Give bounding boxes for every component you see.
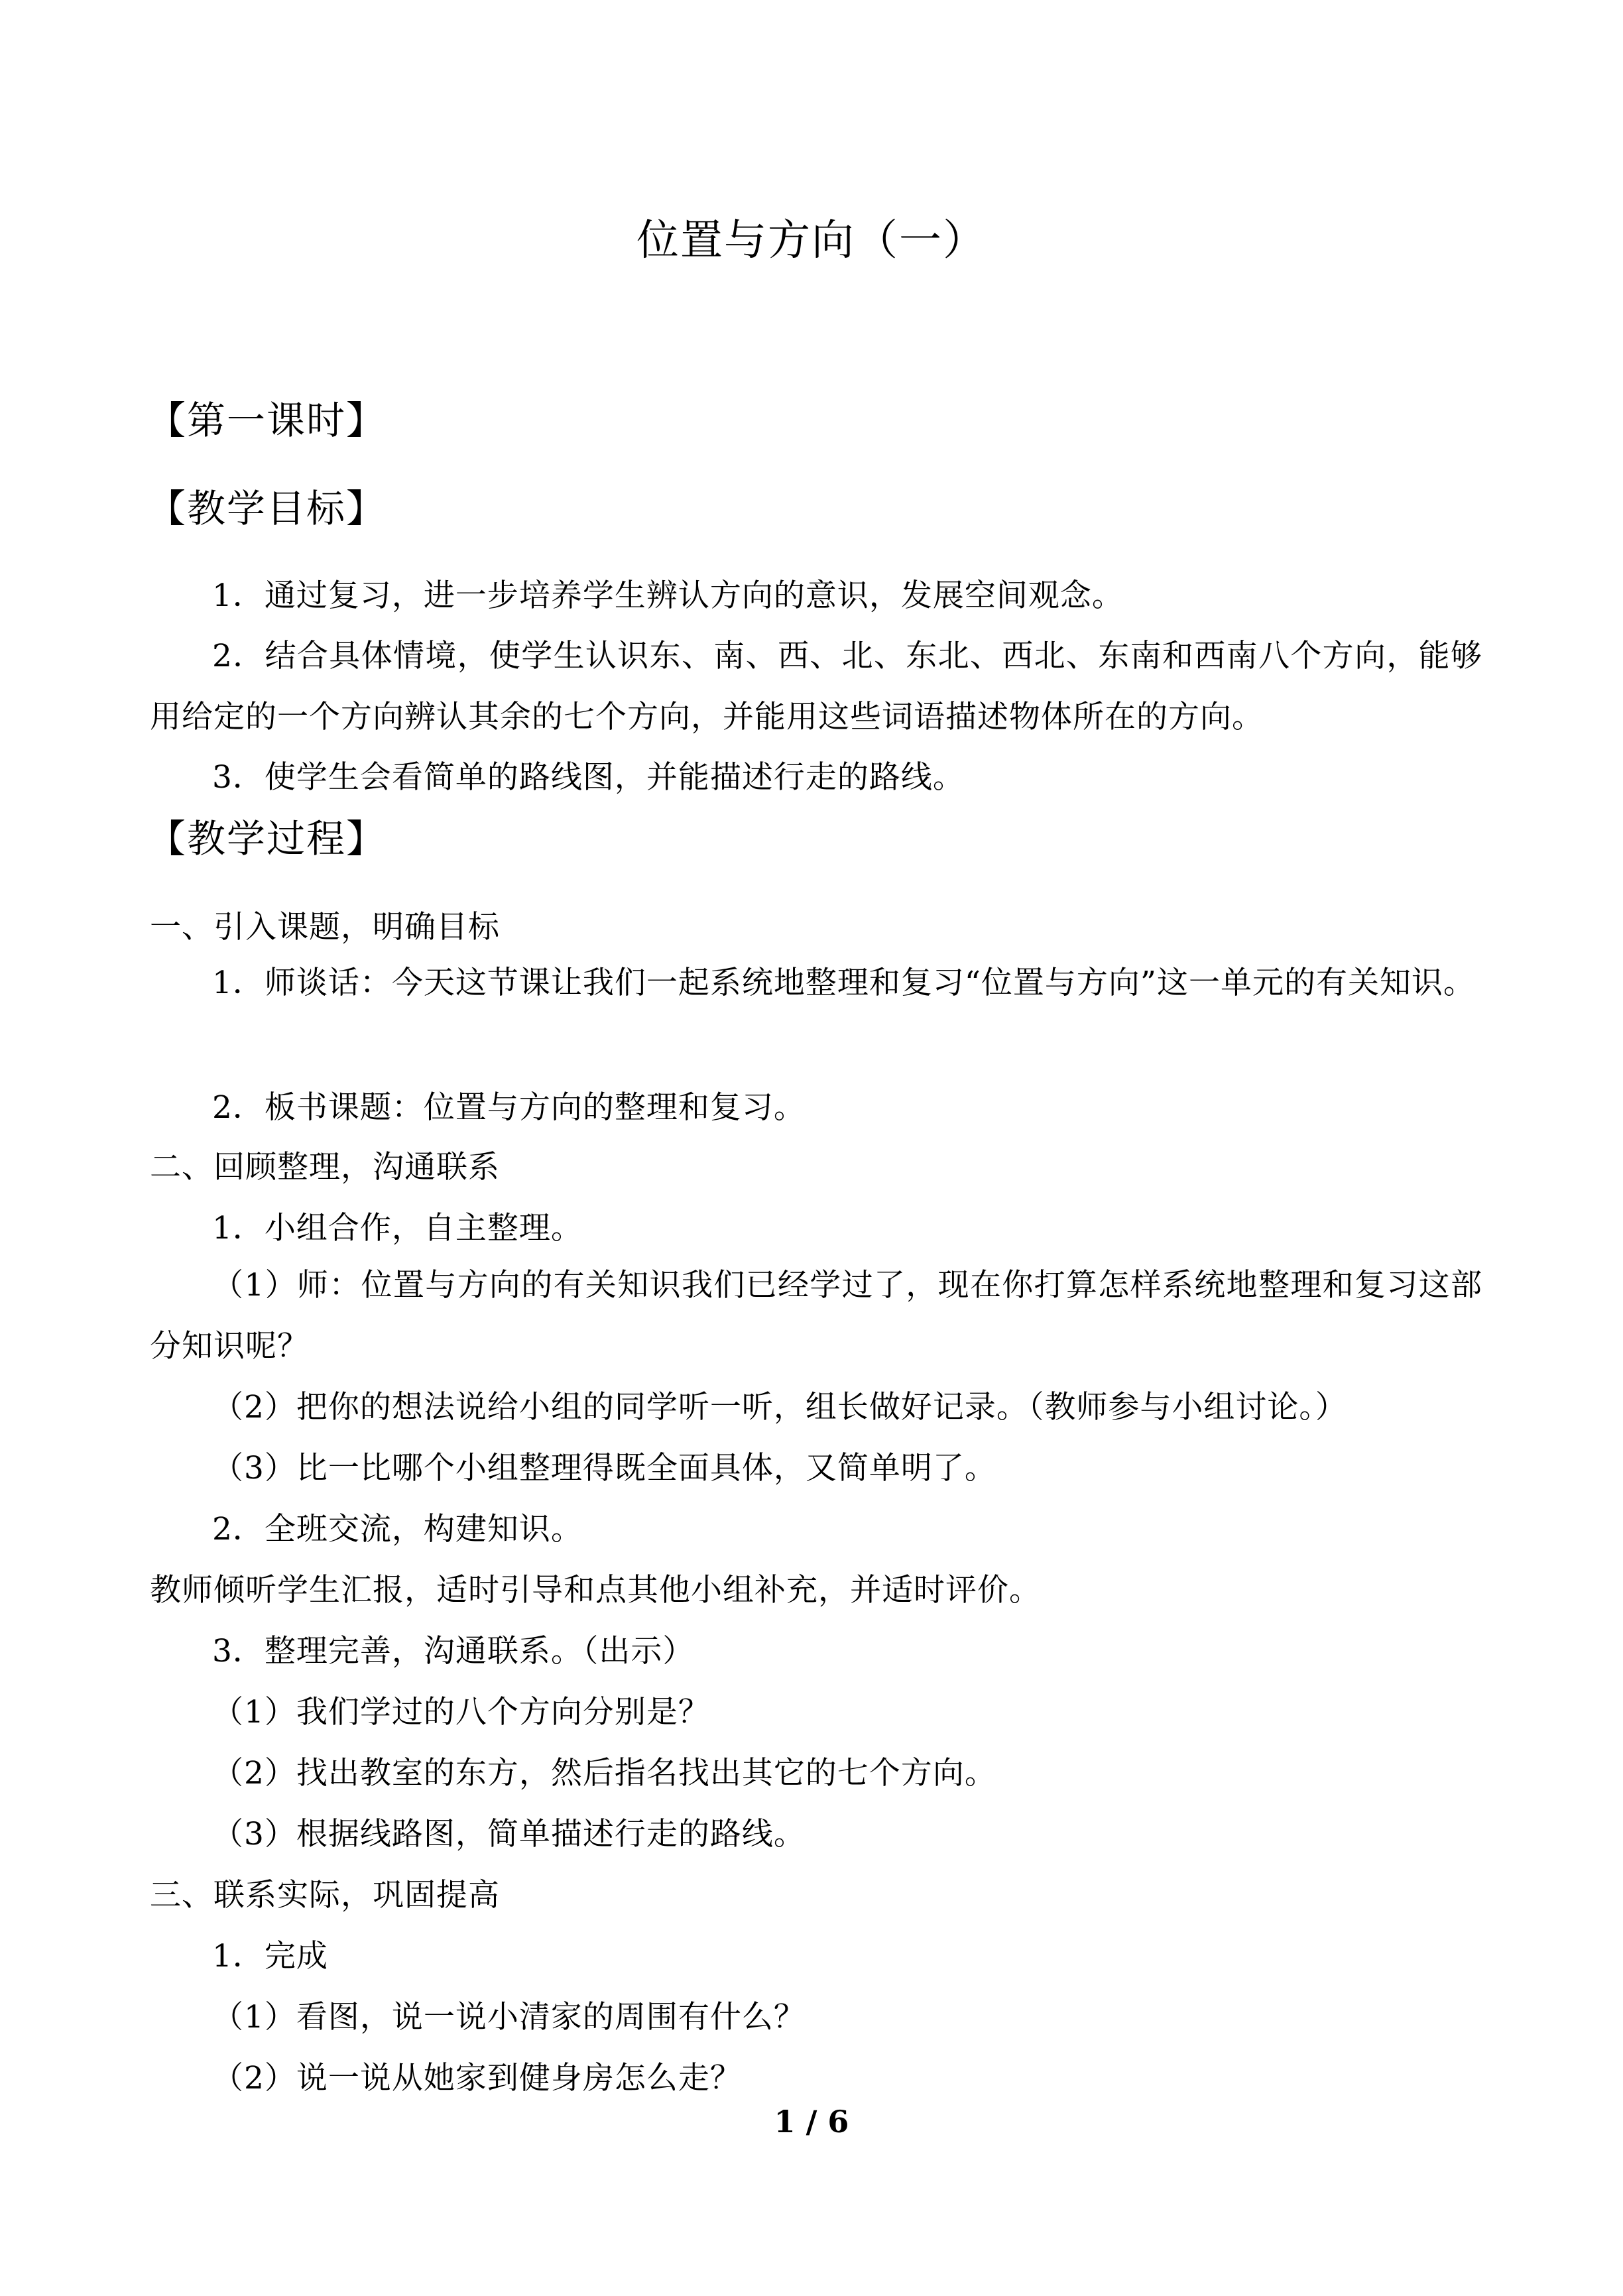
- objective-item: 2．结合具体情境，使学生认识东、南、西、北、东北、西北、东南和西南八个方向，能够用给定的一个方向辨认其余的七个方向，并能用这些词语描述物体所在的方向。: [150, 638, 1482, 735]
- paragraph: 教师倾听学生汇报，适时引导和点其他小组补充，并适时评价。: [150, 1572, 1041, 1608]
- paragraph: 1．完成: [212, 1938, 328, 1974]
- page-number: 1 / 6: [774, 2104, 849, 2140]
- section-heading: 三、联系实际，巩固提高: [150, 1877, 500, 1913]
- section-heading: 一、引入课题，明确目标: [150, 909, 500, 945]
- process-heading: 【教学过程】: [147, 816, 387, 861]
- objective-item: 3．使学生会看简单的路线图，并能描述行走的路线。: [212, 759, 965, 796]
- paragraph: 2．全班交流，构建知识。: [212, 1511, 583, 1547]
- page-title: 位置与方向（一）: [636, 216, 987, 265]
- lesson-heading: 【第一课时】: [147, 398, 387, 443]
- paragraph: （1）看图，说一说小清家的周围有什么？: [212, 1999, 806, 2035]
- paragraph: 3．整理完善，沟通联系。（出示）: [212, 1633, 695, 1669]
- paragraph: 1．小组合作，自主整理。: [212, 1210, 583, 1246]
- paragraph: （1）师：位置与方向的有关知识我们已经学过了，现在你打算怎样系统地整理和复习这部分知识呢？: [150, 1267, 1482, 1364]
- paragraph: 2．板书课题：位置与方向的整理和复习。: [212, 1089, 806, 1126]
- paragraph: （2）把你的想法说给小组的同学听一听，组长做好记录。（教师参与小组讨论。）: [212, 1389, 1347, 1425]
- section-heading: 二、回顾整理，沟通联系: [150, 1149, 500, 1185]
- objective-item: 1．通过复习，进一步培养学生辨认方向的意识，发展空间观念。: [212, 577, 1124, 614]
- paragraph: 1．师谈话：今天这节课让我们一起系统地整理和复习“位置与方向”这一单元的有关知识。: [212, 965, 1475, 1001]
- paragraph: （3）比一比哪个小组整理得既全面具体，又简单明了。: [212, 1450, 996, 1486]
- paragraph: （1）我们学过的八个方向分别是？: [212, 1694, 710, 1730]
- objectives-heading: 【教学目标】: [147, 486, 387, 531]
- paragraph: （2）说一说从她家到健身房怎么走？: [212, 2060, 742, 2096]
- paragraph: （2）找出教室的东方，然后指名找出其它的七个方向。: [212, 1755, 996, 1791]
- paragraph: （3）根据线路图，简单描述行走的路线。: [212, 1816, 806, 1852]
